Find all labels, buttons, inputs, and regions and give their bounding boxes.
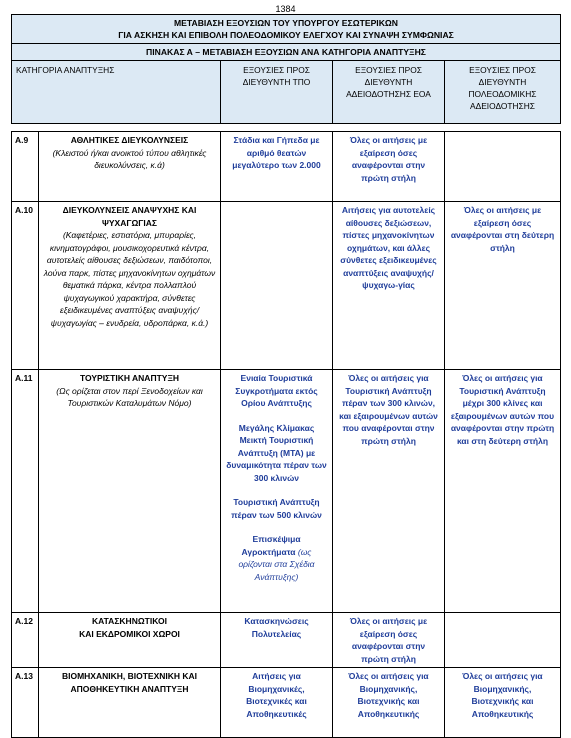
- category-cell: [39, 370, 221, 613]
- tpo-cell: [221, 370, 333, 613]
- tpo-text: Κατασκηνώσεις Πολυτελείας: [244, 616, 309, 639]
- table-row: [12, 202, 561, 370]
- tpo-text-note: (ως ορίζονται στα Σχέδια Ανάπτυξης): [238, 546, 315, 582]
- tpo-text: Μεγάλης Κλίμακας Μεικτή Τουριστική Ανάπτυξη (ΜΤΑ) με δυναμικότητα πέραν των 300 κλινών: [226, 422, 327, 483]
- row-code: A.10: [12, 202, 39, 370]
- document-title: [12, 15, 561, 44]
- eoa-text: Όλες οι αιτήσεις για Τουριστική Ανάπτυξη πέραν των 300 κλινών, και εξαιρουμένων αυτών που αναφέρονται στην πρώτη στήλη: [339, 373, 438, 446]
- table-subtitle: [12, 44, 561, 61]
- row-code: A.11: [12, 370, 39, 613]
- column-header-tpo: ΕΞΟΥΣΙΕΣ ΠΡΟΣ ΔΙΕΥΘΥΝΤΗ ΤΠΟ: [221, 61, 333, 124]
- eoa-cell: [333, 202, 445, 370]
- tpo-text: Αιτήσεις για Βιομηχανικές, Βιοτεχνικές και Αποθηκευτικές: [246, 671, 307, 719]
- urban-licensing-cell: [445, 202, 561, 370]
- category-cell: [39, 202, 221, 370]
- urban-licensing-cell: [445, 668, 561, 738]
- category-title: ΔΙΕΥΚΟΛΥΝΣΕΙΣ ΑΝΑΨΥΧΗΣ ΚΑΙ ΨΥΧΑΓΩΓΙΑΣ: [62, 205, 197, 228]
- column-header-eoa: ΕΞΟΥΣΙΕΣ ΠΡΟΣ ΔΙΕΥΘΥΝΤΗ ΑΔΕΙΟΔΟΤΗΣΗΣ ΕΟΑ: [333, 61, 445, 124]
- eoa-text: Αιτήσεις για αυτοτελείς αίθουσες δεξιώσεων, πίστες μηχανοκίνητων οχημάτων, και άλλες σύνθετες εξειδικευμένες αναπτύξεις αναψυχής/ψυχαγω-γίας: [340, 205, 437, 290]
- tpo-cell: [221, 613, 333, 668]
- eoa-cell: [333, 613, 445, 668]
- tpo-text: [225, 533, 328, 583]
- eoa-text: Όλες οι αιτήσεις για Βιομηχανικής, Βιοτεχνικής και Αποθηκευτικής: [348, 671, 429, 719]
- table-row: [12, 370, 561, 613]
- table-row: [12, 668, 561, 738]
- urban-licensing-text: Όλες οι αιτήσεις για Βιομηχανικής, Βιοτεχνικής και Αποθηκευτικής: [462, 671, 543, 719]
- document-title-text: ΜΕΤΑΒΙΑΣΗ ΕΞΟΥΣΙΩΝ ΤΟΥ ΥΠΟΥΡΓΟΥ ΕΣΩΤΕΡΙΚΩΝ ΓΙΑ ΑΣΚΗΣΗ ΚΑΙ ΕΠΙΒΟΛΗ ΠΟΛΕΟΔΟΜΙΚΟΥ ΕΛΕΓΧΟΥ ΚΑΙ ΣΥΝΑΨΗ ΣΥΜΦΩΝΙΑΣ: [118, 18, 454, 40]
- category-description: (Κλειστού ή/και ανοικτού τύπου αθλητικές διευκολύνσεις, κ.ά): [52, 147, 207, 170]
- row-code: A.13: [12, 668, 39, 738]
- urban-licensing-text: Όλες οι αιτήσεις για Τουριστική Ανάπτυξη μέχρι 300 κλίνες και εξαιρουμένων αυτών που αναφέρονται στην πρώτη και στη δεύτερη στήλη: [450, 373, 555, 446]
- urban-licensing-cell: [445, 613, 561, 668]
- tpo-cell: [221, 132, 333, 202]
- category-cell: [39, 613, 221, 668]
- eoa-text: Όλες οι αιτήσεις με εξαίρεση όσες αναφέρονται στην πρώτη στήλη: [349, 135, 428, 183]
- table-body: [11, 131, 561, 738]
- tpo-text: Ενιαία Τουριστικά Συγκροτήματα εκτός Ορίου Ανάπτυξης: [235, 373, 318, 408]
- category-title: ΒΙΟΜΗΧΑΝΙΚΗ, ΒΙΟΤΕΧΝΙΚΗ ΚΑΙ ΑΠΟΘΗΚΕΥΤΙΚΗ ΑΝΑΠΤΥΞΗ: [61, 671, 198, 694]
- column-header-category: ΚΑΤΗΓΟΡΙΑ ΑΝΑΠΤΥΞΗΣ: [12, 61, 221, 124]
- column-header-urban-licensing: ΕΞΟΥΣΙΕΣ ΠΡΟΣ ΔΙΕΥΘΥΝΤΗ ΠΟΛΕΟΔΟΜΙΚΗΣ ΑΔΕΙΟΔΟΤΗΣΗΣ: [445, 61, 561, 124]
- category-description: (Καφετέριες, εστιατόρια, μπυραρίες, κινηματογράφοι, μουσικοχορευτικά κέντρα, αυτοτελείς αίθουσες δεξιώσεων, παιδότοποι, λούνα παρκ, πίστες μηχανοκίνητων οχημάτων θεματικά πάρκα, κέντρα πολλαπλού ψυχαγωγικού χαρακτήρα, σύνθετες εξειδικευμένες αναπτύξεις αναψυχής/ψυχαγωγίας – ενυδρεία, υδροπάρκα, κ.ά.): [43, 230, 216, 328]
- table-row: [12, 613, 561, 668]
- tpo-text: Στάδια και Γήπεδα με αριθμό θεατών μεγαλύτερο των 2.000: [232, 135, 321, 170]
- urban-licensing-text: Όλες οι αιτήσεις με εξαίρεση όσες αναφέρονται στη δεύτερη στήλη: [450, 205, 555, 253]
- eoa-text: Όλες οι αιτήσεις με εξαίρεση όσες αναφέρονται στην πρώτη στήλη: [349, 616, 428, 664]
- row-code: A.12: [12, 613, 39, 668]
- table-row: [12, 132, 561, 202]
- tpo-cell: [221, 202, 333, 370]
- category-title: ΤΟΥΡΙΣΤΙΚΗ ΑΝΑΠΤΥΞΗ: [79, 373, 180, 383]
- category-title: ΚΑΤΑΣΚΗΝΩΤΙΚΟΙ ΚΑΙ ΕΚΔΡΟΜΙΚΟΙ ΧΩΡΟΙ: [79, 616, 180, 639]
- tpo-text: Τουριστική Ανάπτυξη πέραν των 500 κλινών: [231, 497, 322, 520]
- table-header: [11, 14, 561, 124]
- category-cell: [39, 132, 221, 202]
- urban-licensing-cell: [445, 370, 561, 613]
- row-code: A.9: [12, 132, 39, 202]
- tpo-cell: [221, 668, 333, 738]
- category-title: ΑΘΛΗΤΙΚΕΣ ΔΙΕΥΚΟΛΥΝΣΕΙΣ: [70, 135, 189, 145]
- eoa-cell: [333, 132, 445, 202]
- eoa-cell: [333, 370, 445, 613]
- category-cell: [39, 668, 221, 738]
- table-subtitle-text: ΠΙΝΑΚΑΣ Α – ΜΕΤΑΒΙΑΣΗ ΕΞΟΥΣΙΩΝ ΑΝΑ ΚΑΤΗΓΟΡΙΑ ΑΝΑΠΤΥΞΗΣ: [146, 47, 426, 57]
- category-description: (Ως ορίζεται στον περί Ξενοδοχείων και Τουριστικών Καταλυμάτων Νόμο): [56, 385, 203, 408]
- urban-licensing-cell: [445, 132, 561, 202]
- page-number: 1384: [275, 4, 296, 14]
- eoa-cell: [333, 668, 445, 738]
- tpo-text-main: Επισκέψιμα Αγροκτήματα: [241, 534, 301, 557]
